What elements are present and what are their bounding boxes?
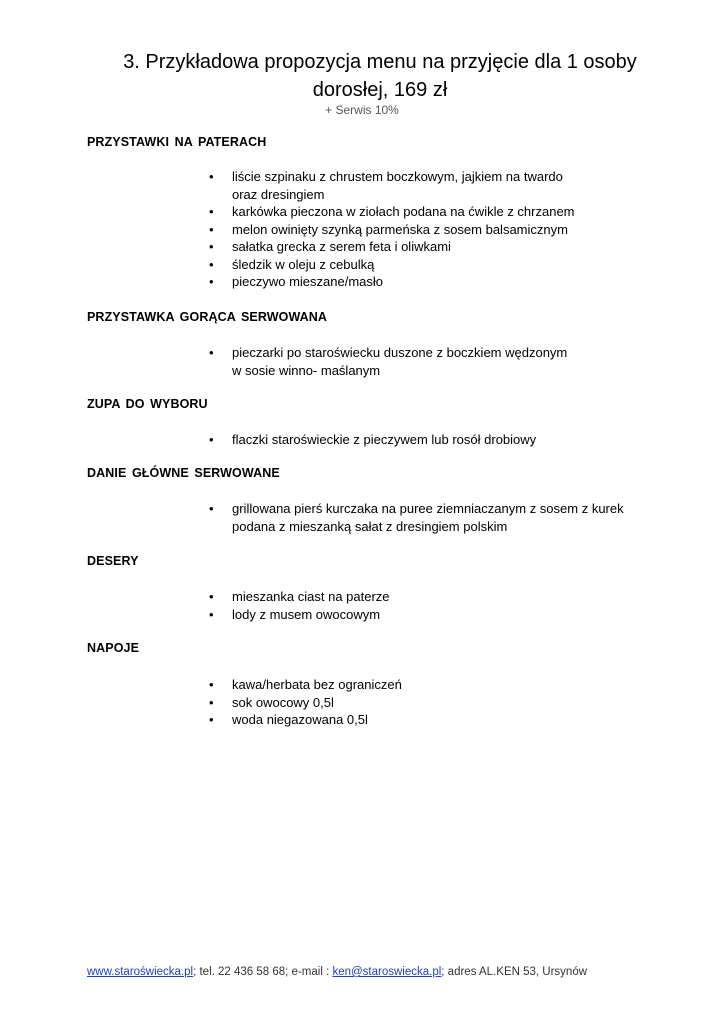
section-heading: PRZYSTAWKA GORĄCA SERWOWANA xyxy=(87,310,328,324)
page-title-line-1: 3. Przykładowa propozycja menu na przyjęcie dla 1 osoby xyxy=(123,51,637,74)
page-footer xyxy=(87,966,587,978)
phone-text: ; tel. 22 436 58 68; e-mail : xyxy=(193,966,333,978)
menu-item: • liście szpinaku z chrustem boczkowym, jajkiem na twardo oraz dresingiem xyxy=(206,168,646,203)
menu-item: • flaczki staroświeckie z pieczywem lub rosół drobiowy xyxy=(206,431,646,449)
menu-item: • sałatka grecka z serem feta i oliwkami xyxy=(206,238,646,256)
menu-item: • pieczarki po staroświecku duszone z boczkiem wędzonym w sosie winno- maślanym xyxy=(206,344,646,379)
menu-item: • lody z musem owocowym xyxy=(206,606,646,624)
address-text: ; adres AL.KEN 53, Ursynów xyxy=(441,966,588,978)
menu-item-list xyxy=(206,676,646,729)
menu-item: • pieczywo mieszane/masło xyxy=(206,273,646,291)
menu-item: • kawa/herbata bez ograniczeń xyxy=(206,676,646,694)
menu-item-list xyxy=(206,168,646,291)
menu-item: • mieszanka ciast na paterze xyxy=(206,588,646,606)
menu-item: • woda niegazowana 0,5l xyxy=(206,711,646,729)
section-heading: DANIE GŁÓWNE SERWOWANE xyxy=(87,466,280,480)
email-link[interactable]: ken@staroswiecka.pl xyxy=(332,966,442,978)
menu-item: • melon owinięty szynką parmeńska z sosem balsamicznym xyxy=(206,221,646,239)
menu-item-list xyxy=(206,431,646,449)
menu-item-list xyxy=(206,500,646,535)
page-title xyxy=(100,48,660,104)
menu-item-list xyxy=(206,588,646,623)
menu-item: • śledzik w oleju z cebulką xyxy=(206,256,646,274)
section-heading: ZUPA DO WYBORU xyxy=(87,397,208,411)
website-link[interactable]: www.staroświecka.pl xyxy=(87,966,194,978)
menu-item: • sok owocowy 0,5l xyxy=(206,694,646,712)
menu-item: • karkówka pieczona w ziołach podana na ćwikle z chrzanem xyxy=(206,203,646,221)
menu-item: • grillowana pierś kurczaka na puree ziemniaczanym z sosem z kurek podana z mieszanką sałat z dresingiem polskim xyxy=(206,500,646,535)
page-title-line-2: dorosłej, 169 zł xyxy=(312,79,448,102)
section-heading: DESERY xyxy=(87,554,139,568)
section-heading: PRZYSTAWKI NA PATERACH xyxy=(87,135,267,149)
section-heading: NAPOJE xyxy=(87,641,140,655)
service-charge-note: + Serwis 10% xyxy=(325,103,399,117)
menu-item-list xyxy=(206,344,646,379)
